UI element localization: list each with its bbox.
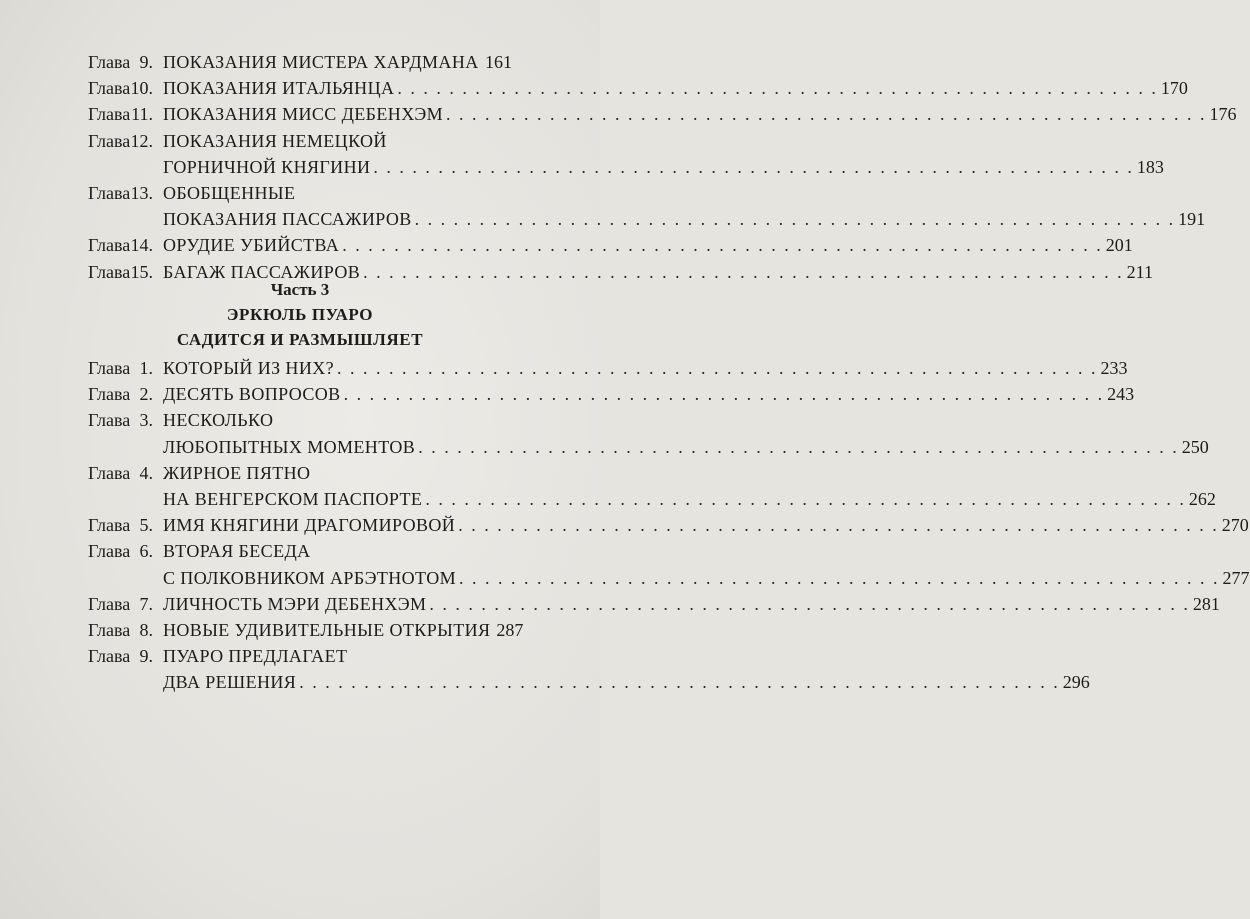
chapter-word: Глава [88, 515, 131, 536]
chapter-title: ВТОРАЯ БЕСЕДА [163, 541, 311, 562]
chapter-title-line [163, 512, 1249, 538]
chapter-title: НА ВЕНГЕРСКОМ ПАСПОРТЕ [163, 489, 423, 509]
chapter-title-line [163, 128, 512, 154]
chapter-title-line [163, 486, 1216, 512]
toc-entry-row[interactable] [0, 434, 1209, 460]
page-number: 161 [485, 52, 512, 72]
page-number: 262 [1188, 489, 1216, 509]
toc-entry-row[interactable] [0, 101, 1237, 127]
toc-entry-row[interactable] [0, 565, 1250, 591]
toc-entry-row[interactable] [0, 643, 600, 669]
chapter-title: ПОКАЗАНИЯ ПАССАЖИРОВ [163, 209, 412, 230]
toc-entry-row[interactable] [0, 460, 600, 486]
chapter-number: 14. [130, 235, 153, 256]
dot-leader: . . . . . . . . . . . . . . . . . . . . . . . . . . . . . . . . . . . . . . . . . . . . . . . . . . . . . . . . . . . [459, 567, 1220, 588]
page-number: 191 [1178, 209, 1206, 230]
chapter-number: 8. [139, 620, 153, 640]
toc-entry-row[interactable] [0, 512, 1249, 538]
dot-leader: . . . . . . . . . . . . . . . . . . . . . . . . . . . . . . . . . . . . . . . . . . . . . . . . . . . . . . . . . . . [299, 672, 1060, 693]
chapter-number: 6. [139, 541, 153, 562]
toc-entry-row[interactable] [0, 381, 1135, 407]
chapter-title-line [163, 617, 524, 643]
page-number: 201 [1105, 235, 1133, 256]
dot-leader: . . . . . . . . . . . . . . . . . . . . . . . . . . . . . . . . . . . . . . . . . . . . . . . . . . . . . . . . . . . [342, 235, 1103, 256]
chapter-number: 2. [139, 384, 153, 405]
page-number: 243 [1107, 384, 1135, 405]
page-number: 170 [1160, 78, 1188, 99]
chapter-title-line [163, 591, 1220, 617]
chapter-title: ЛИЧНОСТЬ МЭРИ ДЕБЕНХЭМ [163, 593, 427, 614]
chapter-title: ПОКАЗАНИЯ ИТАЛЬЯНЦА [163, 78, 395, 99]
toc-entry-row[interactable] [0, 617, 600, 643]
chapter-title-line [163, 381, 1135, 407]
chapter-title: ДЕСЯТЬ ВОПРОСОВ [163, 384, 341, 405]
chapter-number: 11. [131, 104, 153, 125]
toc-entry-row[interactable] [0, 538, 600, 564]
chapter-number: 15. [130, 261, 153, 282]
page-number: 281 [1192, 593, 1220, 614]
page-number: 287 [496, 620, 524, 640]
chapter-title-line [163, 101, 1237, 127]
chapter-title: КОТОРЫЙ ИЗ НИХ? [163, 358, 335, 378]
page-number: 211 [1126, 261, 1153, 282]
dot-leader: . . . . . . . . . . . . . . . . . . . . . . . . . . . . . . . . . . . . . . . . . . . . . . . . . . . . . . . . . . . [397, 78, 1158, 99]
chapter-title: ПОКАЗАНИЯ МИСС ДЕБЕНХЭМ [163, 104, 444, 125]
chapter-word: Глава [88, 52, 131, 72]
toc-entry-row[interactable] [0, 75, 1188, 101]
toc-entry-row[interactable] [0, 355, 1128, 381]
page-number: 270 [1221, 515, 1249, 536]
chapter-title-line [163, 669, 1090, 695]
chapter-title: ПОКАЗАНИЯ НЕМЕЦКОЙ [163, 130, 387, 151]
chapter-word: Глава [88, 593, 131, 614]
page-number: 233 [1100, 358, 1128, 378]
chapter-title-line [163, 538, 512, 564]
chapter-word: Глава [88, 646, 131, 667]
chapter-title: ЖИРНОЕ ПЯТНО [163, 462, 311, 483]
chapter-title-line [163, 180, 512, 206]
page-number: 183 [1136, 156, 1164, 177]
chapter-title-line [163, 643, 512, 669]
chapter-word: Глава [88, 410, 131, 431]
chapter-word: Глава [88, 541, 131, 562]
chapter-title-line [163, 407, 512, 433]
chapter-word: Глава [88, 235, 131, 256]
chapter-title: БАГАЖ ПАССАЖИРОВ [163, 261, 361, 282]
chapter-number: 13. [130, 183, 153, 203]
chapter-title: ДВА РЕШЕНИЯ [163, 672, 297, 693]
chapter-title-line [163, 259, 1153, 285]
chapter-word: Глава [88, 104, 131, 125]
chapter-title-line [163, 434, 1209, 460]
chapter-word: Глава [88, 183, 131, 203]
toc-entry-row[interactable] [0, 49, 600, 75]
dot-leader: . . . . . . . . . . . . . . . . . . . . . . . . . . . . . . . . . . . . . . . . . . . . . . . . . . . . . . . . . . . [446, 104, 1207, 125]
chapter-word: Глава [88, 358, 131, 378]
chapter-number: 1. [139, 358, 153, 378]
chapter-title-line [163, 49, 512, 75]
chapter-title: ПОКАЗАНИЯ МИСТЕРА ХАРДМАНА [163, 52, 479, 72]
chapter-title: ИМЯ КНЯГИНИ ДРАГОМИРОВОЙ [163, 515, 456, 536]
chapter-title: НОВЫЕ УДИВИТЕЛЬНЫЕ ОТКРЫТИЯ [163, 620, 491, 640]
chapter-title: ПУАРО ПРЕДЛАГАЕТ [163, 646, 348, 667]
dot-leader: . . . . . . . . . . . . . . . . . . . . . . . . . . . . . . . . . . . . . . . . . . . . . . . . . . . . . . . . . . . [414, 209, 1176, 230]
dot-leader: . . . . . . . . . . . . . . . . . . . . . . . . . . . . . . . . . . . . . . . . . . . . . . . . . . . . . . . . . . . [429, 593, 1190, 614]
toc-entry-row[interactable] [0, 669, 1090, 695]
part-label: Часть 3 [270, 280, 330, 299]
chapter-title: ЛЮБОПЫТНЫХ МОМЕНТОВ [163, 436, 416, 457]
toc-entry-row[interactable] [0, 180, 600, 206]
toc-entry-row[interactable] [0, 206, 1206, 232]
chapter-title-line [163, 154, 1164, 180]
dot-leader: . . . . . . . . . . . . . . . . . . . . . . . . . . . . . . . . . . . . . . . . . . . . . . . . . . . . . . . . . . . [343, 384, 1105, 405]
chapter-title: НЕСКОЛЬКО [163, 410, 274, 431]
toc-entry-row[interactable] [0, 128, 600, 154]
chapter-word: Глава [88, 462, 131, 483]
page-number: 250 [1181, 436, 1209, 457]
chapter-word: Глава [88, 78, 131, 99]
chapter-number: 7. [139, 593, 153, 614]
toc-entry-row[interactable] [0, 154, 1164, 180]
chapter-title-line [163, 460, 512, 486]
chapter-title-line [163, 355, 1128, 381]
chapter-number: 12. [130, 130, 153, 151]
chapter-title: ГОРНИЧНОЙ КНЯГИНИ [163, 156, 371, 177]
chapter-word: Глава [88, 620, 131, 640]
toc-entry-row[interactable] [0, 232, 1133, 258]
toc-entry-row[interactable] [0, 407, 600, 433]
dot-leader: . . . . . . . . . . . . . . . . . . . . . . . . . . . . . . . . . . . . . . . . . . . . . . . . . . . . . . . . . . . [363, 261, 1124, 282]
dot-leader: . . . . . . . . . . . . . . . . . . . . . . . . . . . . . . . . . . . . . . . . . . . . . . . . . . . . . . . . . . . [418, 436, 1179, 457]
dot-leader: . . . . . . . . . . . . . . . . . . . . . . . . . . . . . . . . . . . . . . . . . . . . . . . . . . . . . . . . . . . [373, 156, 1134, 177]
chapter-number: 9. [139, 646, 153, 667]
chapter-title-line [163, 206, 1206, 232]
chapter-title-line [163, 232, 1133, 258]
toc-entry-row[interactable] [0, 591, 1220, 617]
chapter-title: ОРУДИЕ УБИЙСТВА [163, 235, 340, 256]
toc-entry-row[interactable] [0, 486, 1216, 512]
page-number: 277 [1222, 567, 1250, 588]
part-title-line-2: САДИТСЯ И РАЗМЫШЛЯЕТ [176, 330, 424, 349]
part-title-line-1: ЭРКЮЛЬ ПУАРО [226, 305, 374, 324]
chapter-title: С ПОЛКОВНИКОМ АРБЭТНОТОМ [163, 567, 457, 588]
chapter-word: Глава [88, 261, 131, 282]
chapter-title: ОБОБЩЕННЫЕ [163, 183, 296, 203]
chapter-number: 5. [139, 515, 153, 536]
dot-leader: . . . . . . . . . . . . . . . . . . . . . . . . . . . . . . . . . . . . . . . . . . . . . . . . . . . . . . . . . . . [425, 489, 1186, 509]
chapter-title-line [163, 565, 1250, 591]
chapter-number: 9. [139, 52, 153, 72]
toc-entry-row[interactable] [0, 259, 1153, 285]
chapter-title-line [163, 75, 1188, 101]
chapter-number: 3. [139, 410, 153, 431]
chapter-number: 10. [130, 78, 153, 99]
dot-leader: . . . . . . . . . . . . . . . . . . . . . . . . . . . . . . . . . . . . . . . . . . . . . . . . . . . . . . . . . . . [337, 358, 1098, 378]
chapter-word: Глава [88, 130, 131, 151]
page-number: 176 [1209, 104, 1237, 125]
dot-leader: . . . . . . . . . . . . . . . . . . . . . . . . . . . . . . . . . . . . . . . . . . . . . . . . . . . . . . . . . . . [458, 515, 1219, 536]
page-number: 296 [1062, 672, 1090, 693]
chapter-word: Глава [88, 384, 131, 405]
chapter-number: 4. [139, 462, 153, 483]
